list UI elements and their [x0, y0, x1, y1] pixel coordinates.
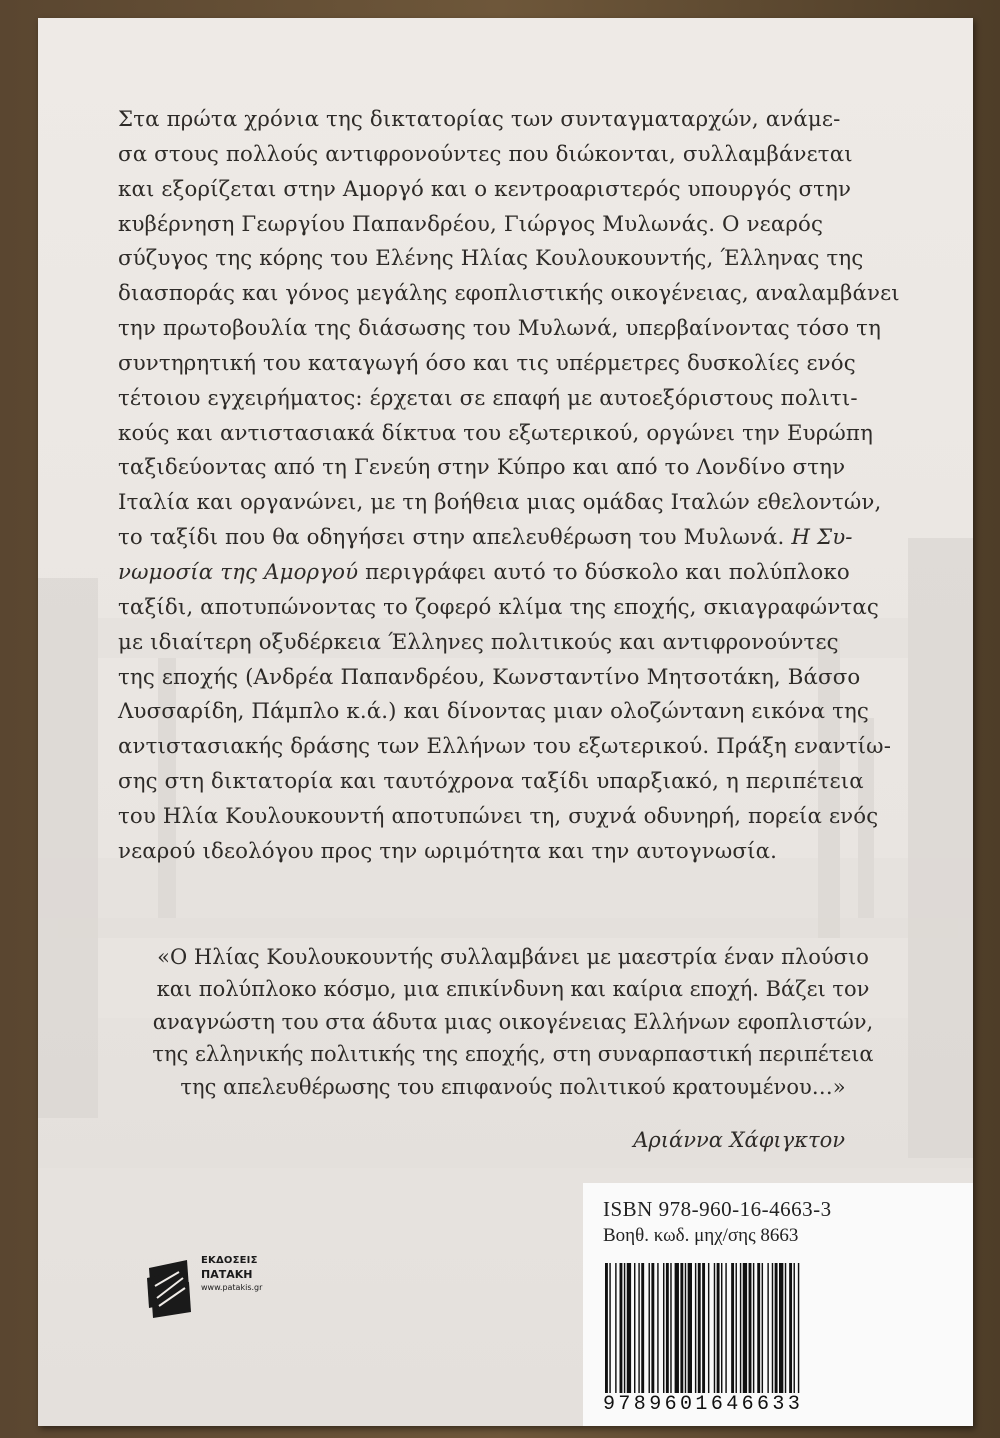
barcode-bar — [641, 1263, 644, 1393]
blurb-line: Στα πρώτα χρόνια της δικτατορίας των συνταγματαρχών, ανάμε- — [118, 107, 841, 132]
barcode-bar — [666, 1263, 669, 1393]
publisher-line1: ΕΚΔΟΣΕΙΣ — [201, 1255, 258, 1266]
blurb-line: διασποράς και γόνος μεγάλης εφοπλιστικής οικογένειας, αναλαμβάνει — [118, 281, 900, 307]
barcode-bar — [749, 1263, 752, 1393]
publisher-url: www.patakis.gr — [201, 1283, 263, 1292]
barcode-bar — [663, 1263, 664, 1393]
blurb-line: και εξορίζεται στην Αμοργό και ο κεντροαριστερός υπουργός στην — [118, 176, 852, 202]
barcode-digits: 9789601646633 — [603, 1393, 804, 1416]
blurb-line — [118, 521, 898, 556]
barcode-box — [583, 1183, 973, 1426]
blurb-line: συντηρητική του καταγωγή όσο και τις υπέρμετρες δυσκολίες ενός — [118, 350, 856, 376]
barcode-bar — [702, 1263, 705, 1393]
barcode-bar — [620, 1263, 623, 1393]
blurb-line: ταξιδεύοντας από τη Γενεύη στην Κύπρο και από το Λονδίνο στην — [118, 455, 846, 481]
barcode-bar — [767, 1263, 768, 1393]
publisher-name: ΠΑΤΑΚΗ — [201, 1268, 253, 1281]
blurb-line: σης στη δικτατορία και ταυτόχρονα ταξίδι υπαρξιακό, η περιπέτεια — [118, 769, 864, 795]
blurb-text — [118, 103, 898, 870]
barcode-bar — [785, 1263, 786, 1393]
barcode-bar — [609, 1263, 610, 1393]
barcode-bar — [685, 1263, 686, 1393]
barcode-bar — [638, 1263, 639, 1393]
barcode-bar — [762, 1263, 763, 1393]
blurb-line-text: το ταξίδι που θα οδηγήσει στην απελευθέρωση του Μυλωνά. — [118, 525, 785, 551]
blurb-line: Λυσσαρίδη, Πάμπλο κ.ά.) και δίνοντας μιαν ολοζώντανη εικόνα της — [118, 699, 869, 725]
book-back-cover — [38, 18, 973, 1426]
barcode-bar — [740, 1263, 741, 1393]
blurb-line: του Ηλία Κουλουκουντή αποτυπώνει τη, συχνά οδυνηρή, πορεία ενός — [118, 803, 879, 829]
barcode-bar — [627, 1263, 631, 1393]
barcode-bar — [708, 1263, 709, 1393]
blurb-line: της εποχής (Ανδρέα Παπανδρέου, Κωνσταντίνο Μητσοτάκη, Βάσσο — [118, 664, 861, 690]
barcode-bar — [624, 1263, 625, 1393]
barcode-bar — [649, 1263, 650, 1393]
barcode-bar — [714, 1263, 715, 1393]
barcode-bar — [651, 1263, 654, 1393]
barcode-bar — [743, 1263, 747, 1393]
barcode-bar — [695, 1263, 696, 1393]
barcode-bar — [794, 1263, 795, 1393]
blurb-line: με ιδιαίτερη οξυδέρκεια Έλληνες πολιτικούς και αντιφρονούντες — [118, 629, 839, 655]
blurb-line-text: περιγράφει αυτό το δύσκολο και πολύπλοκο — [358, 559, 850, 585]
blurb-line: ταξίδι, αποτυπώνοντας το ζοφερό κλίμα της εποχής, σκιαγραφώντας — [118, 594, 879, 620]
barcode-bar — [688, 1263, 692, 1393]
blurb-italic-title-start: Η Συ- — [791, 525, 853, 551]
barcode-bar — [680, 1263, 683, 1393]
blurb-line: την πρωτοβουλία της διάσωσης του Μυλωνά, υπερβαίνοντας τόσο τη — [118, 316, 882, 342]
barcode-bar — [789, 1263, 792, 1393]
blurb-line: σύζυγος της κόρης του Ελένης Ηλίας Κουλουκουντής, Έλληνας της — [118, 246, 864, 272]
barcode-bar — [657, 1263, 658, 1393]
blurb-line: τέτοιου εγχειρήματος: έρχεται σε επαφή με αυτοεξόριστους πολιτι- — [118, 385, 858, 411]
isbn-text: ISBN 978-960-16-4663-3 — [603, 1197, 832, 1221]
quote-author: Αριάννα Χάφιγκτον — [633, 1128, 845, 1152]
quote-line: αναγνώστη του στα άδυτα μιας οικογένειας Ελλήνων εφοπλιστών, — [152, 1009, 874, 1034]
quote-line: της ελληνικής πολιτικής της εποχής, στη συναρπαστική περιπέτεια — [152, 1042, 874, 1067]
blurb-line: κούς και αντιστασιακά δίκτυα του εξωτερικού, οργώνει την Ευρώπη — [118, 420, 873, 446]
blurb-italic-title-end: νωμοσία της Αμοργού — [118, 559, 359, 585]
barcode-bar — [775, 1263, 778, 1393]
barcode-bar — [736, 1263, 737, 1393]
blurb-line: Ιταλία και οργανώνει, με τη βοήθεια μιας ομάδας Ιταλών εθελοντών, — [118, 490, 882, 516]
review-quote — [128, 941, 898, 1103]
barcode-bar — [772, 1263, 773, 1393]
quote-line: της απελευθέρωσης του επιφανούς πολιτικού κρατουμένου…» — [180, 1074, 846, 1099]
barcode-bar — [717, 1263, 720, 1393]
quote-line: «Ο Ηλίας Κουλουκουντής συλλαμβάνει με μαεστρία έναν πλούσιο — [157, 945, 869, 969]
barcode-bar — [634, 1263, 635, 1393]
barcode-bar — [615, 1263, 616, 1393]
internal-code: Βοηθ. κωδ. μηχ/σης 8663 — [603, 1225, 799, 1246]
barcode-bar — [675, 1263, 679, 1393]
barcode-bar — [721, 1263, 722, 1393]
barcode-bar — [605, 1263, 608, 1393]
barcode-bar — [798, 1263, 799, 1393]
barcode-bar — [779, 1263, 783, 1393]
barcode-bar — [725, 1263, 726, 1393]
blurb-line — [118, 556, 898, 591]
blurb-line: νεαρού ιδεολόγου προς την ωριμότητα και την αυτογνωσία. — [118, 838, 778, 864]
quote-line: και πολύπλοκο κόσμο, μια επικίνδυνη και καίρια εποχή. Βάζει τον — [156, 977, 870, 1002]
publisher-emblem-icon — [143, 1248, 201, 1320]
publisher-logo — [143, 1240, 323, 1350]
barcode-bar — [698, 1263, 701, 1393]
blurb-line: κυβέρνηση Γεωργίου Παπανδρέου, Γιώργος Μυλωνάς. Ο νεαρός — [118, 211, 824, 237]
blurb-line: αντιστασιακής δράσης των Ελλήνων του εξωτερικού. Πράξη εναντίω- — [118, 734, 892, 760]
barcode-bar — [731, 1263, 734, 1393]
barcode-bars — [603, 1263, 875, 1393]
barcode-bar — [670, 1263, 671, 1393]
blurb-line: σα στους πολλούς αντιφρονούντες που διώκονται, συλλαμβάνεται — [118, 141, 853, 167]
barcode-bar — [753, 1263, 754, 1393]
barcode-bar — [757, 1263, 760, 1393]
